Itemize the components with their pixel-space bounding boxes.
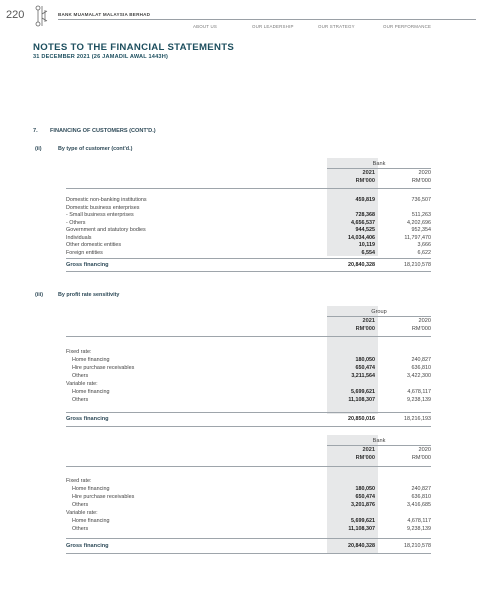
cell-2021: 459,819 bbox=[355, 197, 375, 203]
total-2021: 20,840,328 bbox=[348, 262, 375, 268]
cell-2020: 240,827 bbox=[411, 357, 431, 363]
table-row bbox=[66, 526, 431, 534]
column-header-2021: 2021 bbox=[362, 447, 375, 453]
column-unit-2020: RM'000 bbox=[411, 326, 431, 332]
table-row bbox=[66, 381, 431, 389]
cell-2020: 511,263 bbox=[411, 212, 431, 218]
table-row bbox=[66, 478, 431, 486]
table-row bbox=[66, 494, 431, 502]
row-label: Hire purchase receivables bbox=[72, 494, 135, 500]
nav-our-strategy[interactable]: OUR STRATEGY bbox=[318, 24, 355, 29]
table-row bbox=[66, 365, 431, 373]
cell-2021: 6,554 bbox=[361, 249, 375, 256]
table-row bbox=[66, 250, 431, 258]
total-divider bbox=[66, 553, 431, 554]
column-unit-2021: RM'000 bbox=[355, 455, 375, 461]
table-row bbox=[66, 502, 431, 510]
header-divider bbox=[327, 445, 431, 446]
row-label: Domestic non-banking institutions bbox=[66, 197, 147, 203]
table-row bbox=[66, 227, 431, 235]
column-group-header: Bank bbox=[372, 161, 386, 167]
cell-2021: 180,050 bbox=[355, 357, 375, 363]
row-label: Variable rate: bbox=[66, 510, 98, 516]
cell-2020: 11,797,470 bbox=[404, 234, 431, 241]
row-label: Foreign entities bbox=[66, 249, 103, 256]
column-unit-2020: RM'000 bbox=[411, 455, 431, 461]
page-number: 220 bbox=[6, 9, 25, 21]
column-header-2020: 2020 bbox=[418, 170, 431, 176]
row-label: Other domestic entities bbox=[66, 242, 122, 248]
bank-name: BANK MUAMALAT MALAYSIA BERHAD bbox=[58, 12, 151, 17]
table-divider bbox=[66, 466, 431, 467]
row-label: Home financing bbox=[72, 486, 110, 492]
column-unit-2021: RM'000 bbox=[355, 178, 375, 184]
subsection-label: (ii) bbox=[35, 146, 42, 152]
column-header-2021: 2021 bbox=[362, 170, 375, 176]
cell-2020: 736,507 bbox=[411, 197, 431, 203]
total-label: Gross financing bbox=[66, 262, 109, 268]
row-label: Fixed rate: bbox=[66, 478, 92, 484]
cell-2020: 3,416,685 bbox=[407, 502, 431, 508]
table-row bbox=[66, 242, 431, 250]
total-label: Gross financing bbox=[66, 543, 109, 549]
section-number: 7. bbox=[33, 128, 38, 134]
total-2021: 20,850,016 bbox=[348, 416, 375, 422]
table-row bbox=[66, 212, 431, 220]
cell-2021: 3,211,564 bbox=[351, 373, 375, 379]
total-2020: 18,216,193 bbox=[404, 416, 431, 422]
page-title: NOTES TO THE FINANCIAL STATEMENTS bbox=[33, 42, 235, 53]
cell-2020: 4,678,117 bbox=[407, 518, 431, 524]
cell-2021: 14,034,406 bbox=[348, 234, 375, 241]
table-divider bbox=[66, 336, 431, 337]
header-divider bbox=[58, 19, 476, 20]
column-header-2020: 2020 bbox=[418, 447, 431, 453]
subsection-title: By profit rate sensitivity bbox=[58, 292, 120, 298]
total-divider bbox=[66, 412, 431, 413]
row-label: Fixed rate: bbox=[66, 349, 92, 355]
cell-2020: 952,354 bbox=[411, 227, 431, 233]
cell-2020: 636,810 bbox=[411, 365, 431, 371]
table-row bbox=[66, 349, 431, 357]
row-label: Home financing bbox=[72, 357, 110, 363]
header-divider bbox=[327, 168, 431, 169]
cell-2021: 180,050 bbox=[355, 486, 375, 492]
row-label: Others bbox=[72, 397, 89, 403]
row-label: Home financing bbox=[72, 518, 110, 524]
table-divider bbox=[66, 188, 431, 189]
cell-2020: 4,678,117 bbox=[407, 389, 431, 395]
column-unit-2021: RM'000 bbox=[355, 326, 375, 332]
page-subtitle: 31 DECEMBER 2021 (26 JAMADIL AWAL 1443H) bbox=[33, 54, 169, 60]
cell-2021: 5,699,621 bbox=[351, 389, 375, 395]
row-label: - Others bbox=[66, 219, 86, 226]
total-2021: 20,840,328 bbox=[348, 543, 375, 549]
nav-our-performance[interactable]: OUR PERFORMANCE bbox=[383, 24, 432, 29]
column-header-2021: 2021 bbox=[362, 318, 375, 324]
cell-2021: 11,108,307 bbox=[348, 526, 375, 532]
section-title: FINANCING OF CUSTOMERS (CONT'D.) bbox=[50, 128, 156, 134]
table-body bbox=[66, 197, 431, 257]
table-row bbox=[66, 220, 431, 228]
cell-2020: 6,622 bbox=[417, 249, 431, 256]
row-label: Others bbox=[72, 502, 89, 508]
cell-2020: 9,238,139 bbox=[407, 526, 431, 532]
total-divider bbox=[66, 538, 431, 539]
cell-2021: 944,525 bbox=[355, 227, 375, 233]
cell-2021: 728,368 bbox=[355, 212, 375, 218]
column-unit-2020: RM'000 bbox=[411, 178, 431, 184]
cell-2021: 4,656,537 bbox=[351, 219, 375, 226]
cell-2020: 3,422,300 bbox=[407, 373, 431, 379]
table-row bbox=[66, 357, 431, 365]
row-label: - Small business enterprises bbox=[66, 212, 134, 218]
table-row bbox=[66, 397, 431, 405]
cell-2021: 5,699,621 bbox=[351, 518, 375, 524]
subsection-title: By type of customer (cont'd.) bbox=[58, 146, 133, 152]
column-group-header: Bank bbox=[372, 438, 386, 444]
row-label: Others bbox=[72, 373, 89, 379]
table-row bbox=[66, 373, 431, 381]
table-row bbox=[66, 510, 431, 518]
total-label: Gross financing bbox=[66, 416, 109, 422]
table-row bbox=[66, 486, 431, 494]
bank-logo-icon bbox=[33, 4, 49, 28]
table-row bbox=[66, 197, 431, 205]
cell-2021: 11,108,307 bbox=[348, 397, 375, 403]
header-divider bbox=[327, 316, 431, 317]
cell-2020: 636,810 bbox=[411, 494, 431, 500]
total-divider bbox=[66, 271, 431, 272]
column-header-2020: 2020 bbox=[418, 318, 431, 324]
row-label: Others bbox=[72, 526, 89, 532]
row-label: Government and statutory bodies bbox=[66, 227, 146, 233]
table-row bbox=[66, 235, 431, 243]
cell-2020: 240,827 bbox=[411, 486, 431, 492]
cell-2020: 4,202,696 bbox=[407, 219, 431, 226]
column-group-header: Group bbox=[371, 309, 387, 315]
subsection-label: (iii) bbox=[35, 292, 44, 298]
row-label: Domestic business enterprises bbox=[66, 204, 140, 211]
row-label: Hire purchase receivables bbox=[72, 365, 135, 371]
nav-about-us[interactable]: ABOUT US bbox=[193, 24, 217, 29]
table-row bbox=[66, 389, 431, 397]
total-divider bbox=[66, 426, 431, 427]
cell-2021: 650,474 bbox=[355, 494, 375, 500]
cell-2021: 10,119 bbox=[358, 242, 375, 248]
cell-2020: 9,238,139 bbox=[407, 397, 431, 403]
cell-2021: 650,474 bbox=[355, 365, 375, 371]
total-2020: 18,210,578 bbox=[404, 262, 431, 268]
table-row bbox=[66, 518, 431, 526]
table-body bbox=[66, 349, 431, 405]
table-row bbox=[66, 205, 431, 213]
table-body bbox=[66, 478, 431, 534]
nav-our-leadership[interactable]: OUR LEADERSHIP bbox=[252, 24, 294, 29]
cell-2021: 3,201,876 bbox=[351, 502, 375, 508]
row-label: Variable rate: bbox=[66, 381, 98, 387]
row-label: Individuals bbox=[66, 234, 92, 241]
row-label: Home financing bbox=[72, 389, 110, 395]
total-2020: 18,210,578 bbox=[404, 543, 431, 549]
total-divider bbox=[66, 258, 431, 259]
cell-2020: 3,666 bbox=[417, 242, 431, 248]
